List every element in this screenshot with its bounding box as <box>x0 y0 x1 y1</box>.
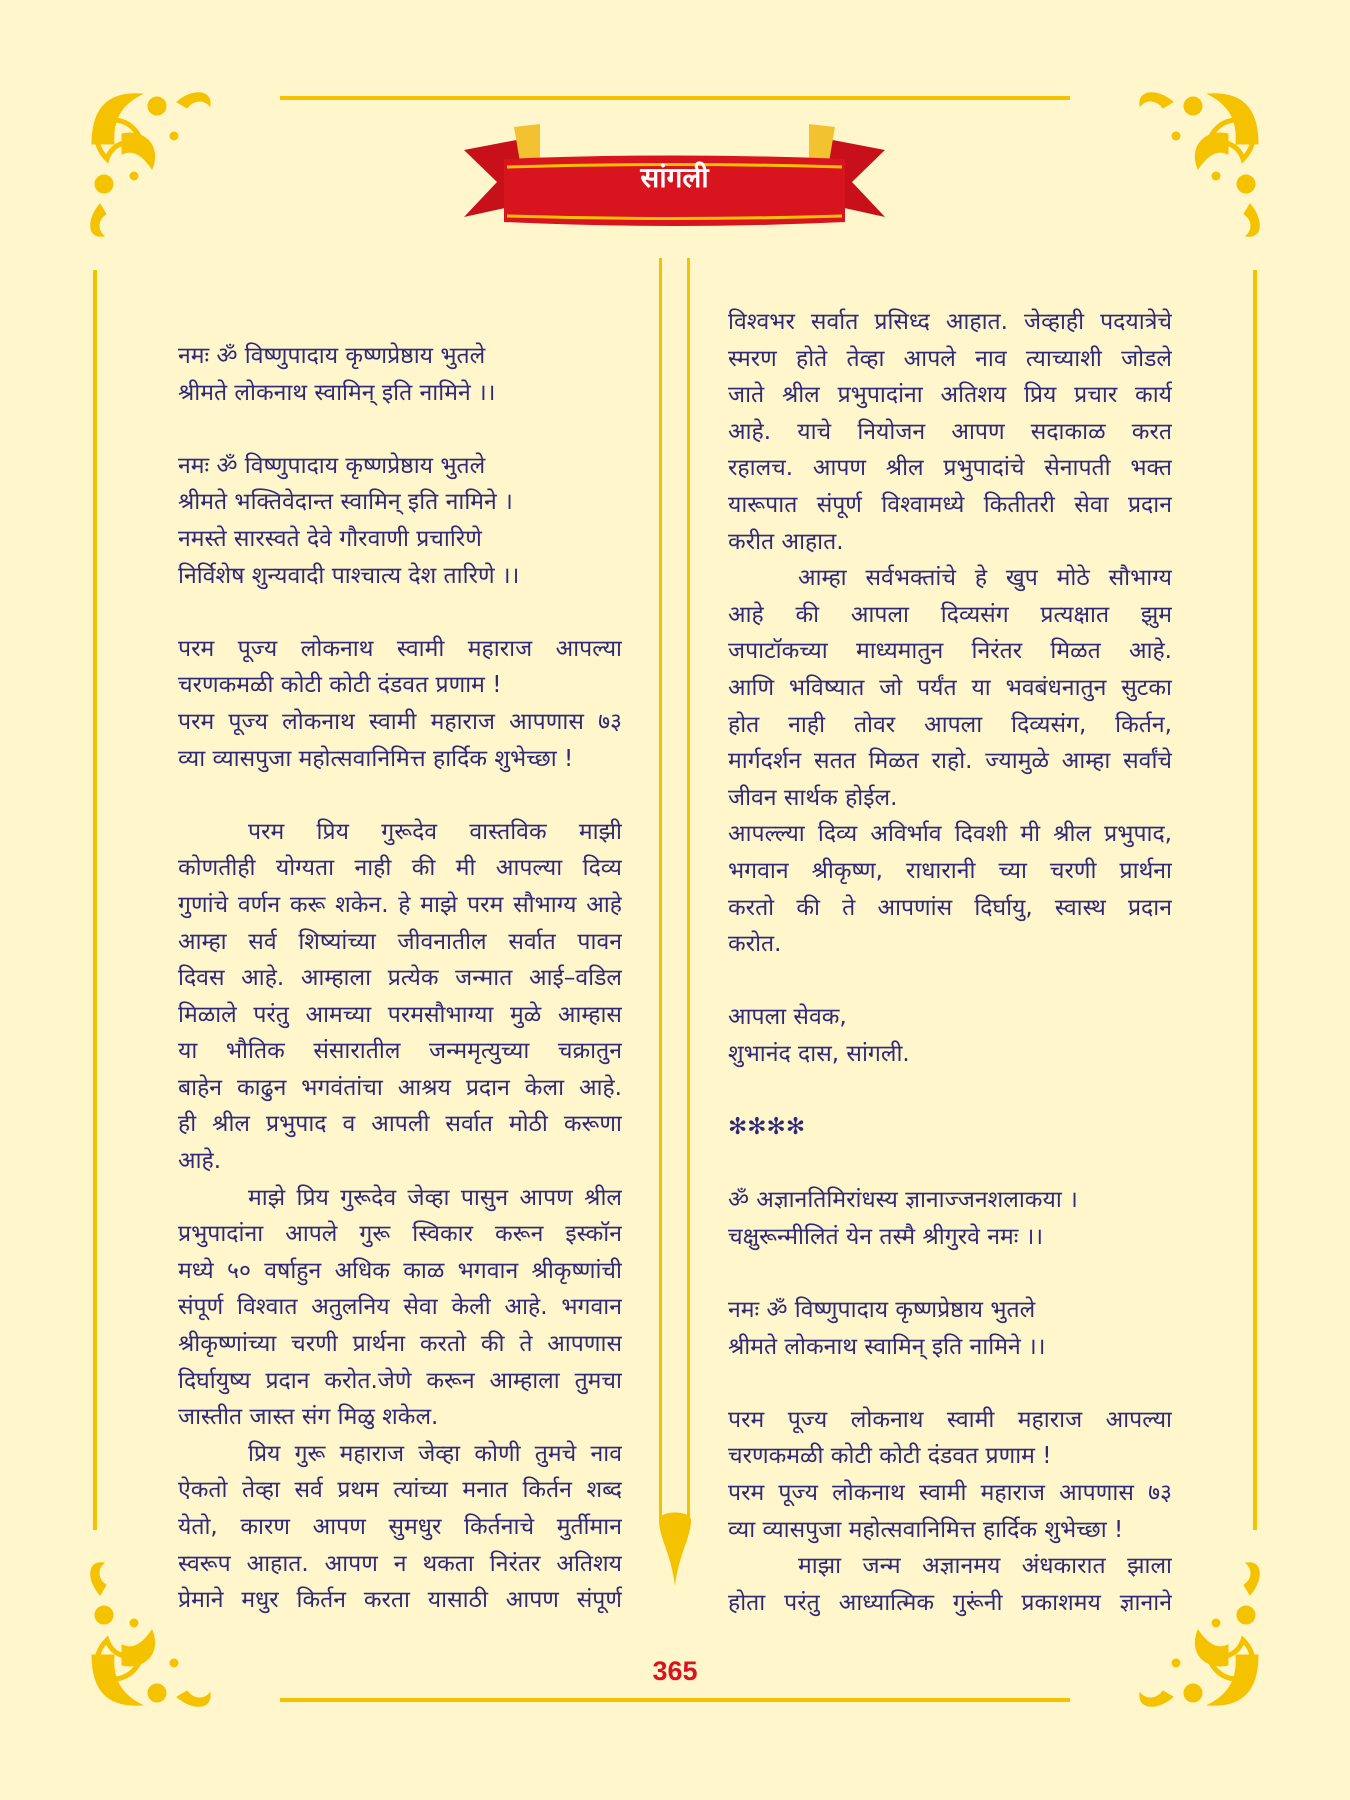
text-line: बाहेन काढुन भगवंतांचा आश्रय प्रदान केला आहे. <box>178 1074 622 1101</box>
text-line: माझा जन्म अज्ञानमय अंधकारात झाला <box>798 1553 1172 1580</box>
text-line: दिवस आहे. आम्हाला प्रत्येक जन्मात आई–वडिल <box>178 965 622 992</box>
left-border-line <box>93 270 97 1530</box>
text-line: निर्विशेष शुन्यवादी पाश्चात्य देश तारिणे ।। <box>178 562 520 589</box>
text-line: श्रीमते भक्तिवेदान्त स्वामिन् इति नामिने । <box>178 489 513 516</box>
text-line: करीत आहात. <box>728 528 844 555</box>
text-line: होता परंतु आध्यात्मिक गुरूंनी प्रकाशमय ज्ञानाने <box>728 1589 1172 1616</box>
page-number: 365 <box>652 1656 698 1686</box>
page-title: सांगली <box>640 161 709 194</box>
text-line: या भौतिक संसारातील जन्ममृत्युच्या चक्रातुन <box>178 1038 622 1065</box>
top-border-line <box>280 96 1070 100</box>
right-text-column <box>728 304 1172 1621</box>
text-line: आपला सेवक, <box>728 1004 847 1031</box>
text-line: दिर्घायुष्य प्रदान करोत.जेणे करून आम्हाला तुमचा <box>178 1367 622 1394</box>
blank-line <box>728 1255 1172 1292</box>
text-line: व्या व्यासपुजा महोत्सवानिमित्त हार्दिक शुभेच्छा ! <box>178 745 574 772</box>
text-line: चरणकमळी कोटी कोटी दंडवत प्रणाम ! <box>178 672 502 699</box>
column-divider-line <box>687 258 690 1520</box>
text-line: प्रिय गुरू महाराज जेव्हा कोणी तुमचे नाव <box>248 1440 622 1467</box>
text-line: ॐ अज्ञानतिमिरांधस्य ज्ञानाज्जनशलाकया । <box>728 1187 1078 1214</box>
text-line: ऐकतो तेव्हा सर्व प्रथम त्यांच्या मनात किर्तन शब्द <box>178 1477 622 1504</box>
text-line: श्रीकृष्णांच्या चरणी प्रार्थना करतो की ते आपणास <box>178 1331 622 1358</box>
text-line: परम पूज्य लोकनाथ स्वामी महाराज आपणास ७३ <box>728 1480 1172 1506</box>
teardrop-ornament-icon <box>657 1508 693 1588</box>
blank-line <box>728 1072 1172 1109</box>
text-line: येतो, कारण आपण सुमधुर किर्तनाचे मुर्तीमान <box>178 1514 622 1540</box>
text-line: आपल्ल्या दिव्य अविर्भाव दिवशी मी श्रील प्रभुपाद, <box>728 821 1172 848</box>
blank-line <box>728 1146 1172 1183</box>
text-line: संपूर्ण विश्वात अतुलनिय सेवा केली आहे. भगवान <box>178 1294 622 1321</box>
blank-line <box>178 777 622 814</box>
text-line: कोणतीही योग्यता नाही की मी आपल्या दिव्य <box>178 855 622 882</box>
text-line: माझे प्रिय गुरूदेव जेव्हा पासुन आपण श्रील <box>248 1184 622 1211</box>
blank-line <box>178 594 622 631</box>
text-line: आहे. याचे नियोजन आपण सदाकाळ करत <box>728 418 1172 445</box>
text-line: मिळाले परंतु आमच्या परमसौभाग्या मुळे आम्हास <box>178 1001 622 1028</box>
text-line: रहालच. आपण श्रील प्रभुपादांचे सेनापती भक्त <box>728 455 1172 482</box>
column-divider-line <box>659 258 662 1520</box>
text-line: स्मरण होते तेव्हा आपले नाव त्याच्याशी जोडले <box>728 345 1172 372</box>
text-line: करतो की ते आपणांस दिर्घायु, स्वास्थ प्रदान <box>728 894 1172 921</box>
text-line: चक्षुरून्मीलितं येन तस्मै श्रीगुरवे नमः ।। <box>728 1223 1044 1250</box>
text-line: परम पूज्य लोकनाथ स्वामी महाराज आपल्या <box>728 1406 1172 1433</box>
text-line: परम प्रिय गुरूदेव वास्तविक माझी <box>248 818 622 845</box>
text-line: प्रेमाने मधुर किर्तन करता यासाठी आपण संपूर्ण <box>178 1587 622 1614</box>
text-line: करोत. <box>728 931 782 958</box>
text-line: आम्हा सर्व शिष्यांच्या जीवनातील सर्वात पावन <box>178 928 622 955</box>
text-line: जाते श्रील प्रभुपादांना अतिशय प्रिय प्रचार कार्य <box>728 382 1172 409</box>
text-line: आहे. <box>178 1148 222 1175</box>
blank-line <box>728 963 1172 1000</box>
text-line: विश्वभर सर्वात प्रसिध्द आहात. जेव्हाही पदयात्रेचे <box>728 309 1172 335</box>
text-line: आहे की आपला दिव्यसंग प्रत्यक्षात झुम <box>728 601 1172 628</box>
text-line: जीवन सार्थक होईल. <box>728 784 898 811</box>
text-line: श्रीमते लोकनाथ स्वामिन् इति नामिने ।। <box>728 1333 1046 1360</box>
text-line: मार्गदर्शन सतत मिळत राहो. ज्यामुळे आम्हा सर्वांचे <box>728 748 1172 775</box>
text-line: श्रीमते लोकनाथ स्वामिन् इति नामिने ।। <box>178 379 496 406</box>
text-line: प्रभुपादांना आपले गुरू स्विकार करून इस्कॉन <box>178 1221 622 1248</box>
text-line: यारूपात संपूर्ण विश्वामध्ये कितीतरी सेवा प्रदान <box>728 491 1172 518</box>
blank-line <box>178 411 622 448</box>
text-line: परम पूज्य लोकनाथ स्वामी महाराज आपल्या <box>178 635 622 662</box>
text-line: व्या व्यासपुजा महोत्सवानिमित्त हार्दिक शुभेच्छा ! <box>728 1516 1124 1543</box>
text-line: ही श्रील प्रभुपाद व आपली सर्वात मोठी करूणा <box>178 1111 622 1138</box>
right-border-line <box>1253 270 1257 1530</box>
blank-line <box>728 1365 1172 1402</box>
text-line: भगवान श्रीकृष्ण, राधारानी च्या चरणी प्रार्थना <box>728 857 1172 884</box>
text-line: शुभानंद दास, सांगली. <box>728 1040 910 1067</box>
corner-ornament-icon <box>1093 84 1268 259</box>
left-text-column <box>178 338 622 1619</box>
text-line: नमस्ते सारस्वते देवे गौरवाणी प्रचारिणे <box>178 525 482 552</box>
text-line: आणि भविष्यात जो पर्यंत या भवबंधनातुन सुटका <box>728 674 1172 701</box>
text-line: परम पूज्य लोकनाथ स्वामी महाराज आपणास ७३ <box>178 708 622 735</box>
text-line: गुणांचे वर्णन करू शकेन. हे माझे परम सौभाग्य आहे <box>178 891 622 918</box>
text-line: चरणकमळी कोटी कोटी दंडवत प्रणाम ! <box>728 1443 1052 1470</box>
text-line: नमः ॐ विष्णुपादाय कृष्णप्रेष्ठाय भुतले <box>178 343 486 369</box>
text-line: जपाटॉकच्या माध्यमातुन निरंतर मिळत आहे. <box>728 638 1172 665</box>
text-line: स्वरूप आहात. आपण न थकता निरंतर अतिशय <box>178 1550 622 1577</box>
text-line: नमः ॐ विष्णुपादाय कृष्णप्रेष्ठाय भुतले <box>728 1297 1036 1324</box>
text-line: मध्ये ५० वर्षाहुन अधिक काळ भगवान श्रीकृष्णांची <box>178 1257 622 1284</box>
text-line: होत नाही तोवर आपला दिव्यसंग, किर्तन, <box>728 711 1172 738</box>
bottom-border-line <box>280 1698 1070 1702</box>
corner-ornament-icon <box>82 84 257 259</box>
text-line: आम्हा सर्वभक्तांचे हे खुप मोठे सौभाग्य <box>798 565 1172 592</box>
text-line: जास्तीत जास्त संग मिळु शकेल. <box>178 1404 439 1431</box>
text-line: नमः ॐ विष्णुपादाय कृष्णप्रेष्ठाय भुतले <box>178 452 486 479</box>
text-line: ✻✻✻✻ <box>728 1114 806 1141</box>
